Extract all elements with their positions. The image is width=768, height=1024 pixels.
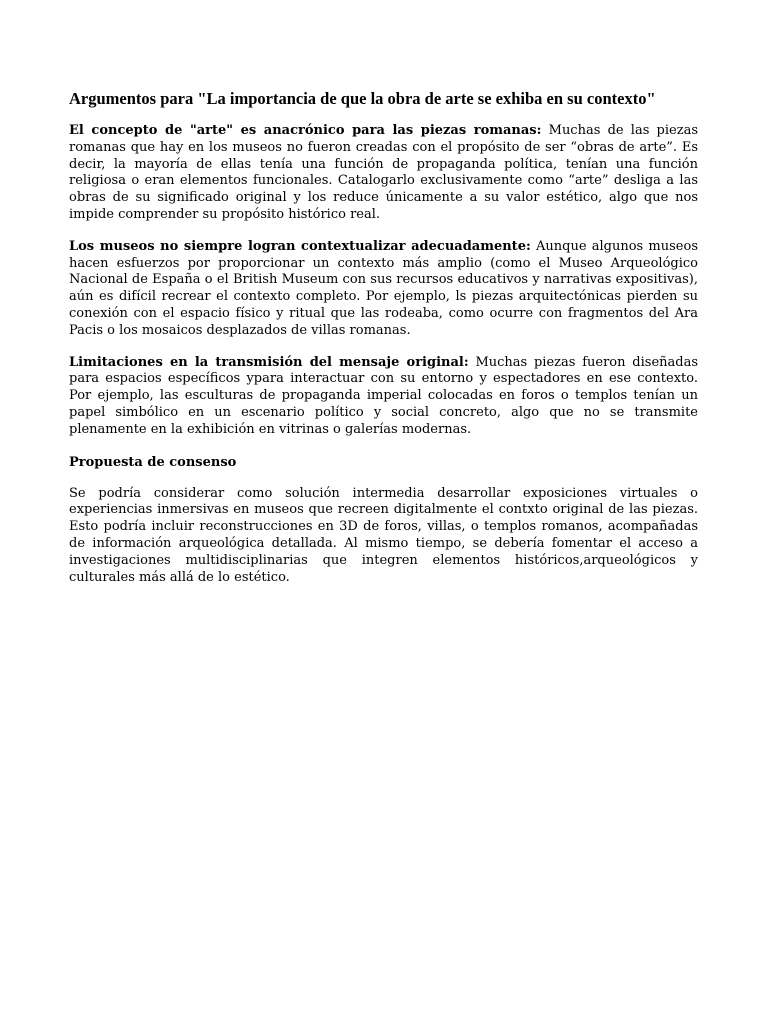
proposal-paragraph: Se podría considerar como solución intermedia desarrollar exposiciones virtuales o experiencias inmersivas en museos que recreen digitalmente el contxto original de las piezas. Esto podría incluir reconstrucciones en 3D de foros, villas, o templos romanos, acompañadas de información arqueológica detallada. Al mismo tiempo, se debería fomentar el acceso a investigaciones multidisciplinarias que integren elementos históricos,arqueológicos y culturales más allá de lo estético. — [69, 485, 698, 585]
proposal-heading: Propuesta de consenso — [69, 454, 237, 470]
argument-paragraph-1 — [69, 123, 698, 224]
document-page — [69, 88, 698, 601]
argument-2-body: Aunque algunos museos hacen esfuerzos por proporcionar un contexto más amplio (como el Museo Arqueológico Nacional de España o el British Museum con sus recursos educativos y narrativas expositivas), aún es difícil recrear el contexto completo. Por ejemplo, ls piezas arquitectónicas pierden su conexión con el espacio físico y ritual que las rodeaba, como ocurre con fragmentos del Ara Pacis o los mosaicos desplazados de villas romanas. — [69, 238, 698, 338]
argument-2-lead: Los museos no siempre logran contextualizar adecuadamente: — [69, 238, 531, 254]
argument-1-body: Muchas de las piezas romanas que hay en los museos no fueron creadas con el propósito de ser “obras de arte”. Es decir, la mayoría de ellas tenía una función de propaganda política, tenían una función religiosa o eran elementos funcionales. Catalogarlo exclusivamente como “arte” desliga a las obras de su significado original y los reduce únicamente a su valor estético, algo que nos impide comprender su propósito histórico real. — [69, 123, 698, 222]
document-title: Argumentos para "La importancia de que la obra de arte se exhiba en su contexto" — [69, 89, 656, 108]
argument-1-lead: El concepto de "arte" es anacrónico para las piezas romanas: — [69, 123, 542, 138]
argument-3-body: Muchas piezas fueron diseñadas para espacios específicos ypara interactuar con su entorno y espectadores en ese contexto. Por ejemplo, las esculturas de propaganda imperial colocadas en foros o templos tenían un papel simbólico en un escenario político y social concreto, algo que no se transmite plenamente en la exhibición en vitrinas o galerías modernas. — [69, 354, 699, 437]
argument-3-lead: Limitaciones en la transmisión del mensaje original: — [69, 354, 469, 370]
argument-paragraph-2 — [69, 239, 698, 340]
argument-paragraph-3 — [69, 355, 698, 439]
